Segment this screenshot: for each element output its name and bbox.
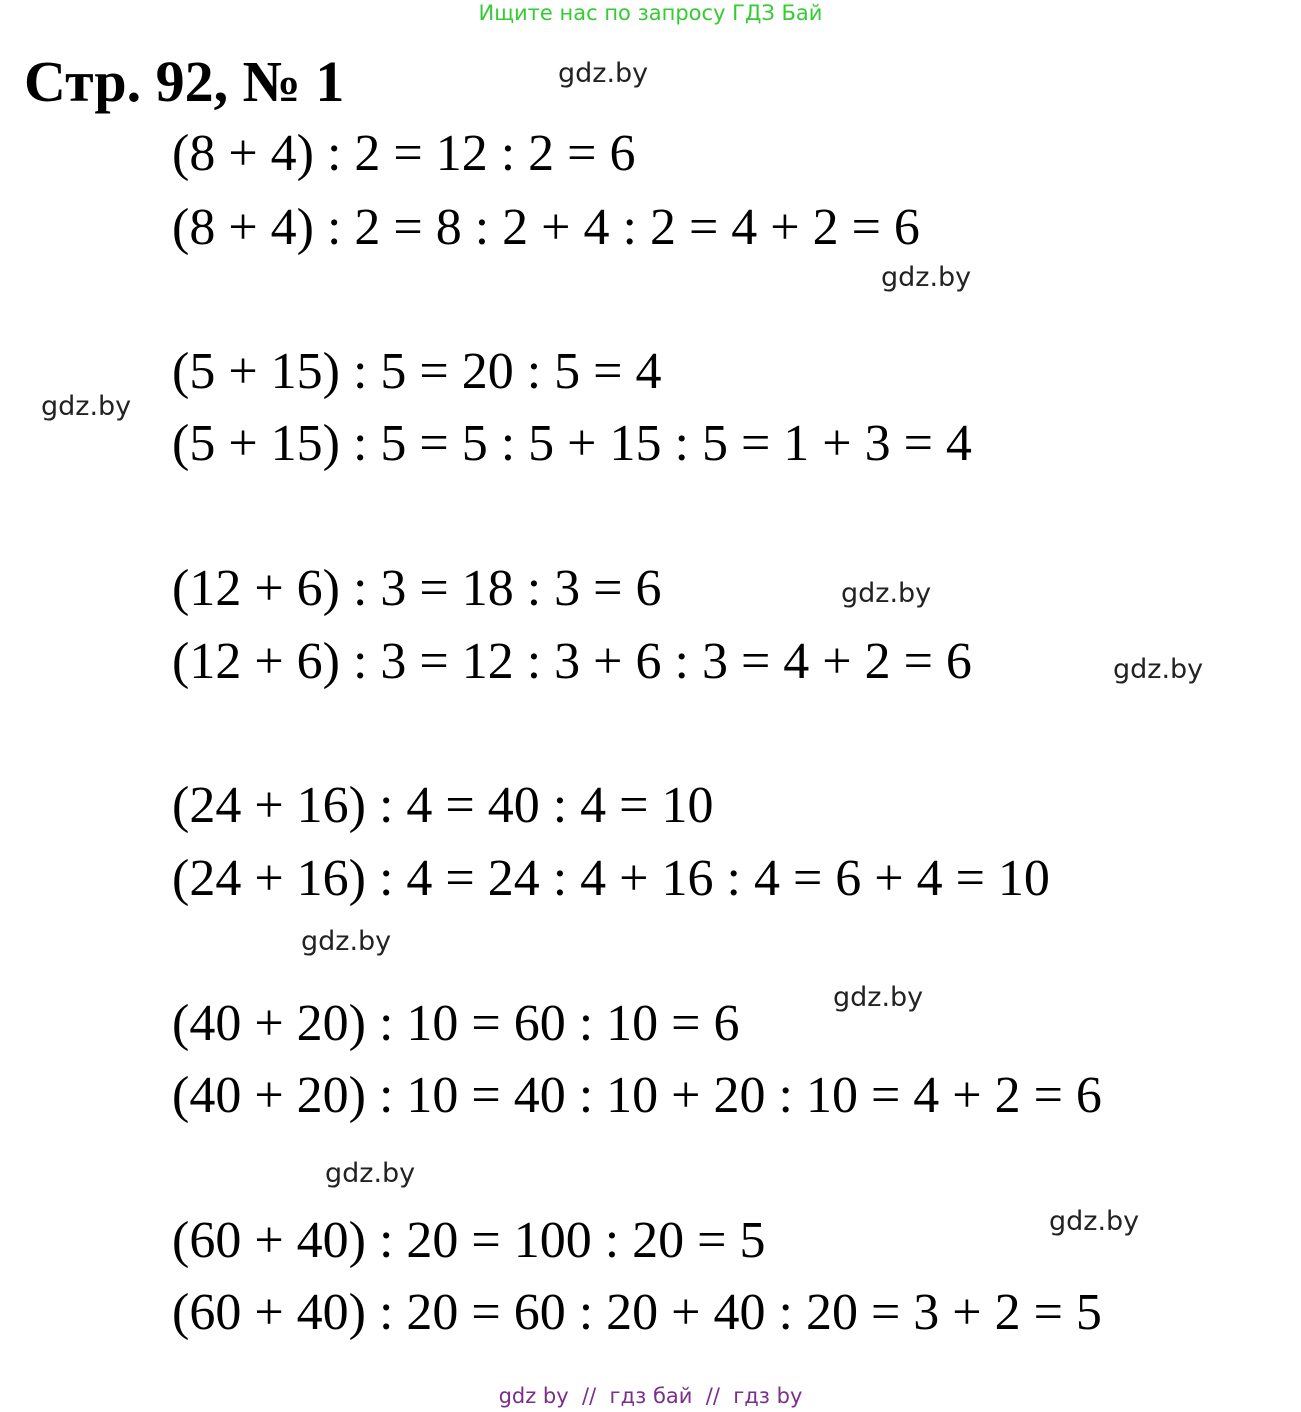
equation-4b: (24 + 16) : 4 = 24 : 4 + 16 : 4 = 6 + 4 = 10	[172, 850, 1050, 907]
watermark: gdz.by	[41, 391, 132, 422]
equation-3b: (12 + 6) : 3 = 12 : 3 + 6 : 3 = 4 + 2 = 6	[172, 633, 972, 690]
equation-5b: (40 + 20) : 10 = 40 : 10 + 20 : 10 = 4 + 2 = 6	[172, 1067, 1102, 1124]
top-banner: Ищите нас по запросу ГДЗ Бай	[478, 1, 823, 25]
equation-6b: (60 + 40) : 20 = 60 : 20 + 40 : 20 = 3 + 2 = 5	[172, 1284, 1102, 1341]
watermark: gdz.by	[1049, 1206, 1140, 1237]
watermark: gdz.by	[833, 982, 924, 1013]
equation-1b: (8 + 4) : 2 = 8 : 2 + 4 : 2 = 4 + 2 = 6	[172, 199, 920, 256]
watermark: gdz.by	[881, 262, 972, 293]
watermark: gdz.by	[1113, 654, 1204, 685]
equation-5a: (40 + 20) : 10 = 60 : 10 = 6	[172, 995, 740, 1052]
watermark: gdz.by	[325, 1158, 416, 1189]
equation-1a: (8 + 4) : 2 = 12 : 2 = 6	[172, 125, 636, 182]
equation-2a: (5 + 15) : 5 = 20 : 5 = 4	[172, 343, 662, 400]
equation-3a: (12 + 6) : 3 = 18 : 3 = 6	[172, 560, 662, 617]
equation-2b: (5 + 15) : 5 = 5 : 5 + 15 : 5 = 1 + 3 = 4	[172, 415, 972, 472]
watermark: gdz.by	[558, 58, 649, 89]
footer-links: gdz by // гдз бай // гдз by	[498, 1384, 803, 1408]
page-title: Стр. 92, № 1	[24, 49, 345, 114]
watermark: gdz.by	[301, 926, 392, 957]
watermark: gdz.by	[841, 578, 932, 609]
equation-6a: (60 + 40) : 20 = 100 : 20 = 5	[172, 1212, 766, 1269]
equation-4a: (24 + 16) : 4 = 40 : 4 = 10	[172, 777, 714, 834]
